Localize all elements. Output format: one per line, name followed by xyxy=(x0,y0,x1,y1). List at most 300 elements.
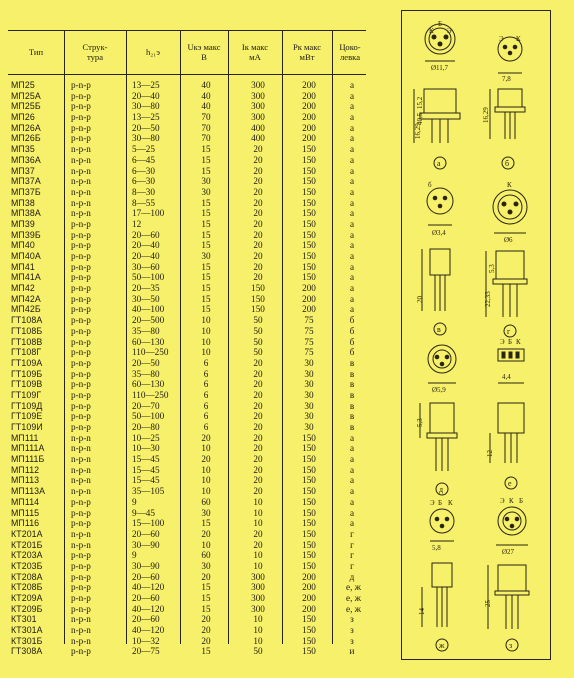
h21-cell: 30—80 xyxy=(132,101,160,112)
current-cell: 20 xyxy=(253,208,263,219)
current-cell: 300 xyxy=(251,80,265,90)
h21-cell: 20—60 xyxy=(132,528,160,539)
voltage-cell: 6 xyxy=(203,357,209,368)
base-type-cell: г xyxy=(350,560,354,571)
table-row xyxy=(8,572,368,583)
power-cell: 200 xyxy=(302,593,316,603)
h21-cell: 20—40 xyxy=(132,90,160,101)
base-type-cell: а xyxy=(349,240,355,251)
base-type-cell: а xyxy=(349,133,355,144)
voltage-cell: 10 xyxy=(201,464,211,475)
structure-cell: p-n-p xyxy=(71,411,91,422)
structure-cell: p-n-p xyxy=(71,304,91,315)
table-row xyxy=(8,582,368,593)
h21-cell: 13—25 xyxy=(132,112,160,123)
structure-cell: p-n-p xyxy=(71,315,91,326)
current-cell: 400 xyxy=(251,122,265,133)
h21-cell: 20—70 xyxy=(132,400,160,411)
current-cell: 300 xyxy=(251,112,265,123)
voltage-cell: 10 xyxy=(201,539,211,550)
voltage-cell: 15 xyxy=(201,218,211,229)
voltage-cell: 30 xyxy=(201,560,211,571)
pin-label: Б xyxy=(438,20,443,28)
structure-cell: p-n-p xyxy=(71,379,91,390)
dimension-label: Ø6 xyxy=(504,236,513,244)
power-cell: 200 xyxy=(302,101,316,112)
voltage-cell: 20 xyxy=(201,614,211,625)
structure-cell: p-n-p xyxy=(71,507,91,518)
base-type-cell: б xyxy=(349,315,355,326)
voltage-cell: 15 xyxy=(201,261,211,272)
type-cell: МП39Б xyxy=(11,229,41,240)
power-cell: 30 xyxy=(304,400,314,411)
current-cell: 50 xyxy=(253,315,263,326)
package-v-side-view xyxy=(416,249,450,311)
header-u xyxy=(180,32,228,72)
base-type-cell: б xyxy=(349,336,355,347)
package-g-flange xyxy=(493,279,527,284)
current-cell: 20 xyxy=(253,251,263,261)
table-row xyxy=(8,347,368,358)
structure-cell: n-p-n xyxy=(71,144,91,155)
type-cell: МП26Б xyxy=(11,133,41,144)
voltage-cell: 70 xyxy=(201,122,211,133)
power-cell: 150 xyxy=(302,208,316,219)
header-structure-line1: Струк- xyxy=(82,42,108,52)
power-cell: 150 xyxy=(302,176,316,187)
transistor-table xyxy=(8,30,368,670)
current-cell: 300 xyxy=(251,571,265,582)
table-row xyxy=(8,187,368,198)
structure-cell: p-n-p xyxy=(71,272,91,283)
table-row xyxy=(8,283,368,294)
voltage-cell: 15 xyxy=(201,240,211,251)
voltage-cell: 6 xyxy=(203,379,209,390)
type-cell: МП41 xyxy=(11,261,35,272)
voltage-cell: 15 xyxy=(201,293,211,304)
table-row xyxy=(8,123,368,134)
h21-cell: 13—25 xyxy=(132,80,160,90)
pin-mark xyxy=(502,352,505,358)
type-cell: МП112 xyxy=(11,464,40,475)
base-type-cell: д xyxy=(349,571,355,582)
base-type-cell: а xyxy=(349,475,355,486)
current-cell: 150 xyxy=(251,304,265,315)
package-b-body xyxy=(498,89,522,107)
table-body xyxy=(8,80,368,657)
power-cell: 150 xyxy=(302,186,316,197)
package-z-outline xyxy=(498,507,526,535)
package-d-top-view xyxy=(428,345,456,394)
package-zh-outline xyxy=(430,509,454,533)
power-cell: 150 xyxy=(302,261,316,272)
structure-cell: p-n-p xyxy=(71,133,91,144)
type-cell: МП39 xyxy=(11,218,35,229)
header-structure xyxy=(64,32,126,72)
dimension-label: 22,33 xyxy=(484,291,492,307)
current-cell: 20 xyxy=(253,357,263,368)
table-row xyxy=(8,561,368,572)
table-row xyxy=(8,508,368,519)
power-cell: 30 xyxy=(304,368,314,379)
current-cell: 50 xyxy=(253,325,263,336)
structure-cell: n-p-n xyxy=(71,176,91,187)
type-cell: ГТ109Б xyxy=(11,368,43,379)
structure-cell: p-n-p xyxy=(71,101,91,112)
pin-dot xyxy=(503,45,507,49)
structure-cell: p-n-p xyxy=(71,347,91,358)
h21-cell: 20—40 xyxy=(132,240,160,251)
power-cell: 75 xyxy=(304,336,314,347)
current-cell: 20 xyxy=(253,475,263,486)
package-a-top-view xyxy=(425,20,455,72)
package-caption-z: з xyxy=(509,641,513,650)
h21-cell: 30—50 xyxy=(132,293,160,304)
header-base-line1: Цоко- xyxy=(339,42,361,52)
voltage-cell: 60 xyxy=(201,550,211,561)
current-cell: 20 xyxy=(253,261,263,272)
power-cell: 200 xyxy=(302,571,316,582)
base-type-cell: е, ж xyxy=(346,593,362,603)
package-e-top-view xyxy=(498,338,524,383)
type-cell: МП114 xyxy=(11,496,40,507)
structure-cell: p-n-p xyxy=(71,283,91,294)
base-type-cell: а xyxy=(349,197,355,208)
power-cell: 200 xyxy=(302,90,316,101)
power-cell: 200 xyxy=(302,122,316,133)
structure-cell: p-n-p xyxy=(71,582,91,593)
base-type-cell: е, ж xyxy=(346,582,362,593)
type-cell: МП111 xyxy=(11,432,39,443)
h21-cell: 40—100 xyxy=(132,304,165,315)
h21-cell: 20—60 xyxy=(132,229,160,240)
base-type-cell: з xyxy=(350,635,354,646)
dimension-label: 5,8 xyxy=(432,544,441,552)
voltage-cell: 10 xyxy=(201,443,211,454)
type-cell: ГТ109В xyxy=(11,379,43,390)
structure-cell: p-n-p xyxy=(71,229,91,240)
structure-cell: n-p-n xyxy=(71,165,91,176)
power-cell: 200 xyxy=(302,133,316,144)
power-cell: 75 xyxy=(304,325,314,336)
base-type-cell: а xyxy=(349,293,355,304)
structure-cell: n-p-n xyxy=(71,454,91,465)
voltage-cell: 20 xyxy=(201,432,211,443)
dimension-label: 5,3 xyxy=(416,418,424,427)
h21-cell: 60—130 xyxy=(132,336,165,347)
table-row xyxy=(8,475,368,486)
voltage-cell: 15 xyxy=(201,646,211,657)
pin-label: Э xyxy=(500,497,505,505)
voltage-cell: 20 xyxy=(201,528,211,539)
dimension-label: 14 xyxy=(418,608,426,615)
voltage-cell: 15 xyxy=(201,229,211,240)
base-type-cell: а xyxy=(349,186,355,197)
h21-cell: 8—30 xyxy=(132,186,155,197)
voltage-cell: 6 xyxy=(203,368,209,379)
h21-cell: 20—500 xyxy=(132,315,165,326)
current-cell: 10 xyxy=(253,518,263,529)
pin-label: Б xyxy=(438,499,443,507)
voltage-cell: 15 xyxy=(201,603,211,614)
package-a-body xyxy=(424,89,456,113)
pin-dot xyxy=(508,210,512,214)
base-type-cell: з xyxy=(350,625,354,636)
h21-cell: 40—120 xyxy=(132,582,165,593)
structure-cell: p-n-p xyxy=(71,80,91,90)
structure-cell: p-n-p xyxy=(71,550,91,561)
base-type-cell: а xyxy=(349,112,355,123)
current-cell: 300 xyxy=(251,593,265,603)
current-cell: 20 xyxy=(253,197,263,208)
current-cell: 20 xyxy=(253,154,263,165)
package-e-side-view xyxy=(486,403,524,463)
voltage-cell: 15 xyxy=(201,518,211,529)
h21-cell: 50—100 xyxy=(132,272,165,283)
dimension-label: 16,29 xyxy=(482,107,490,123)
type-cell: КТ209А xyxy=(11,593,43,603)
structure-cell: p-n-p xyxy=(71,422,91,432)
header-p-line2: мВт xyxy=(299,52,315,62)
structure-cell: n-p-n xyxy=(71,475,91,486)
pin-dot xyxy=(444,35,448,39)
structure-cell: p-n-p xyxy=(71,560,91,571)
voltage-cell: 60 xyxy=(201,496,211,507)
h21-cell: 20—50 xyxy=(132,357,160,368)
pin-dot xyxy=(508,51,512,55)
voltage-cell: 15 xyxy=(201,154,211,165)
table-row xyxy=(8,262,368,273)
power-cell: 75 xyxy=(304,315,314,326)
type-cell: МП38 xyxy=(11,197,35,208)
pin-label: б xyxy=(428,181,432,189)
header-type-label: Тип xyxy=(28,47,44,57)
structure-cell: p-n-p xyxy=(71,518,91,529)
header-h21-label: h₂₁э xyxy=(146,47,160,57)
base-type-cell: в xyxy=(349,368,355,379)
type-cell: МП26А xyxy=(11,122,41,133)
package-d-body xyxy=(430,403,454,433)
h21-cell: 20—60 xyxy=(132,571,160,582)
power-cell: 30 xyxy=(304,411,314,422)
dimension-label: Ø11,7 xyxy=(431,64,449,72)
power-cell: 200 xyxy=(302,603,316,614)
base-type-cell: е, ж xyxy=(346,603,362,614)
base-type-cell: а xyxy=(349,496,355,507)
voltage-cell: 40 xyxy=(201,90,211,101)
structure-cell: n-p-n xyxy=(71,528,91,539)
current-cell: 20 xyxy=(253,464,263,475)
voltage-cell: 10 xyxy=(201,336,211,347)
package-caption-g: г xyxy=(507,327,511,336)
structure-cell: n-p-n xyxy=(71,154,91,165)
voltage-cell: 30 xyxy=(201,176,211,187)
power-cell: 150 xyxy=(302,614,316,625)
power-cell: 150 xyxy=(302,251,316,261)
table-row xyxy=(8,337,368,348)
base-type-cell: а xyxy=(349,486,355,497)
type-cell: ГТ108Б xyxy=(11,325,43,336)
base-type-cell: а xyxy=(349,208,355,219)
dimension-label: 7,8 xyxy=(502,75,511,83)
voltage-cell: 30 xyxy=(201,251,211,261)
type-cell: МП25А xyxy=(11,90,41,101)
package-caption-e: е xyxy=(508,479,512,488)
dimension-label: 20 xyxy=(416,296,424,303)
voltage-cell: 6 xyxy=(203,389,209,400)
table-row xyxy=(8,625,368,636)
h21-cell: 12 xyxy=(132,218,142,229)
dimension-label: 4,4 xyxy=(502,373,511,381)
voltage-cell: 20 xyxy=(201,635,211,646)
package-z-flange xyxy=(495,591,529,595)
package-a-side-view xyxy=(414,89,460,143)
table-row xyxy=(8,294,368,305)
type-cell: КТ301А xyxy=(11,625,43,636)
table-row xyxy=(8,486,368,497)
base-type-cell: в xyxy=(349,411,355,422)
power-cell: 150 xyxy=(302,197,316,208)
table-row xyxy=(8,133,368,144)
current-cell: 20 xyxy=(253,165,263,176)
dimension-label: 40,5 xyxy=(416,112,424,125)
structure-cell: p-n-p xyxy=(71,336,91,347)
current-cell: 20 xyxy=(253,422,263,432)
power-cell: 150 xyxy=(302,625,316,636)
h21-cell: 40—120 xyxy=(132,603,165,614)
power-cell: 150 xyxy=(302,539,316,550)
h21-cell: 30—60 xyxy=(132,261,160,272)
table-top-rule xyxy=(8,30,366,31)
header-u-line1: Uкэ макс xyxy=(187,42,221,52)
current-cell: 20 xyxy=(253,218,263,229)
structure-cell: p-n-p xyxy=(71,603,91,614)
structure-cell: p-n-p xyxy=(71,571,91,582)
type-cell: МП25 xyxy=(11,80,35,90)
pin-label: Э xyxy=(430,499,435,507)
table-row xyxy=(8,593,368,604)
type-cell: МП42А xyxy=(11,293,41,304)
power-cell: 200 xyxy=(302,283,316,294)
power-cell: 30 xyxy=(304,379,314,390)
header-base-line2: левка xyxy=(339,52,361,62)
structure-cell: n-p-n xyxy=(71,197,91,208)
table-row xyxy=(8,326,368,337)
structure-cell: n-p-n xyxy=(71,186,91,197)
h21-cell: 110—250 xyxy=(132,389,169,400)
current-cell: 20 xyxy=(253,389,263,400)
power-cell: 30 xyxy=(304,422,314,432)
power-cell: 150 xyxy=(302,550,316,561)
type-cell: МП37Б xyxy=(11,186,41,197)
base-type-cell: б xyxy=(349,325,355,336)
power-cell: 150 xyxy=(302,646,316,657)
type-cell: КТ301 xyxy=(11,614,37,625)
base-type-cell: в xyxy=(349,422,355,432)
current-cell: 20 xyxy=(253,176,263,187)
base-type-cell: а xyxy=(349,443,355,454)
type-cell: ГТ108В xyxy=(11,336,43,347)
package-drawings xyxy=(402,11,552,661)
type-cell: МП25Б xyxy=(11,101,41,112)
pin-mark xyxy=(516,352,519,358)
package-d-flange xyxy=(427,433,457,438)
header-base xyxy=(332,32,368,72)
type-cell: КТ301Б xyxy=(11,635,43,646)
type-cell: МП40А xyxy=(11,251,41,261)
pin-dot xyxy=(445,355,449,359)
package-z-body xyxy=(498,565,526,591)
current-cell: 20 xyxy=(253,411,263,422)
package-b-flange xyxy=(495,107,525,112)
base-type-cell: а xyxy=(349,229,355,240)
current-cell: 300 xyxy=(251,582,265,593)
h21-cell: 20—80 xyxy=(132,422,160,432)
voltage-cell: 6 xyxy=(203,422,209,432)
header-structure-line2: тура xyxy=(86,52,104,62)
table-row xyxy=(8,369,368,380)
current-cell: 300 xyxy=(251,603,265,614)
package-z-top-view xyxy=(496,497,528,556)
base-type-cell: з xyxy=(350,614,354,625)
pin-dot xyxy=(445,517,449,521)
type-cell: МП113А xyxy=(11,486,46,497)
structure-cell: n-p-n xyxy=(71,464,91,475)
pin-dot xyxy=(440,524,444,528)
structure-cell: p-n-p xyxy=(71,261,91,272)
current-cell: 300 xyxy=(251,101,265,112)
package-zh-side-view xyxy=(418,563,452,627)
table-row xyxy=(8,550,368,561)
table-row xyxy=(8,198,368,209)
type-cell: ГТ109Е xyxy=(11,411,43,422)
voltage-cell: 15 xyxy=(201,272,211,283)
h21-cell: 6—30 xyxy=(132,176,155,187)
voltage-cell: 30 xyxy=(201,186,211,197)
power-cell: 150 xyxy=(302,240,316,251)
base-type-cell: а xyxy=(349,80,355,90)
power-cell: 150 xyxy=(302,635,316,646)
header-i-line1: Iк макс xyxy=(241,42,269,52)
type-cell: ГТ109Д xyxy=(11,400,43,411)
voltage-cell: 15 xyxy=(201,208,211,219)
current-cell: 10 xyxy=(253,507,263,518)
pin-dot xyxy=(435,355,439,359)
type-cell: ГТ109Г xyxy=(11,389,42,400)
table-row xyxy=(8,358,368,369)
current-cell: 20 xyxy=(253,240,263,251)
table-row xyxy=(8,315,368,326)
base-type-cell: а xyxy=(349,251,355,261)
pin-dot xyxy=(438,204,442,208)
h21-cell: 6—45 xyxy=(132,154,155,165)
table-row xyxy=(8,422,368,433)
structure-cell: n-p-n xyxy=(71,539,91,550)
structure-cell: p-n-p xyxy=(71,496,91,507)
pin-label: К xyxy=(507,181,512,189)
table-row xyxy=(8,251,368,262)
h21-cell: 20—35 xyxy=(132,283,160,294)
base-type-cell: а xyxy=(349,283,355,294)
h21-cell: 110—250 xyxy=(132,347,169,358)
package-caption-zh: ж xyxy=(439,641,445,650)
base-type-cell: а xyxy=(349,261,355,272)
structure-cell: p-n-p xyxy=(71,218,91,229)
table-row xyxy=(8,604,368,615)
base-type-cell: в xyxy=(349,389,355,400)
header-p xyxy=(282,32,332,72)
pin-label: К xyxy=(448,499,453,507)
